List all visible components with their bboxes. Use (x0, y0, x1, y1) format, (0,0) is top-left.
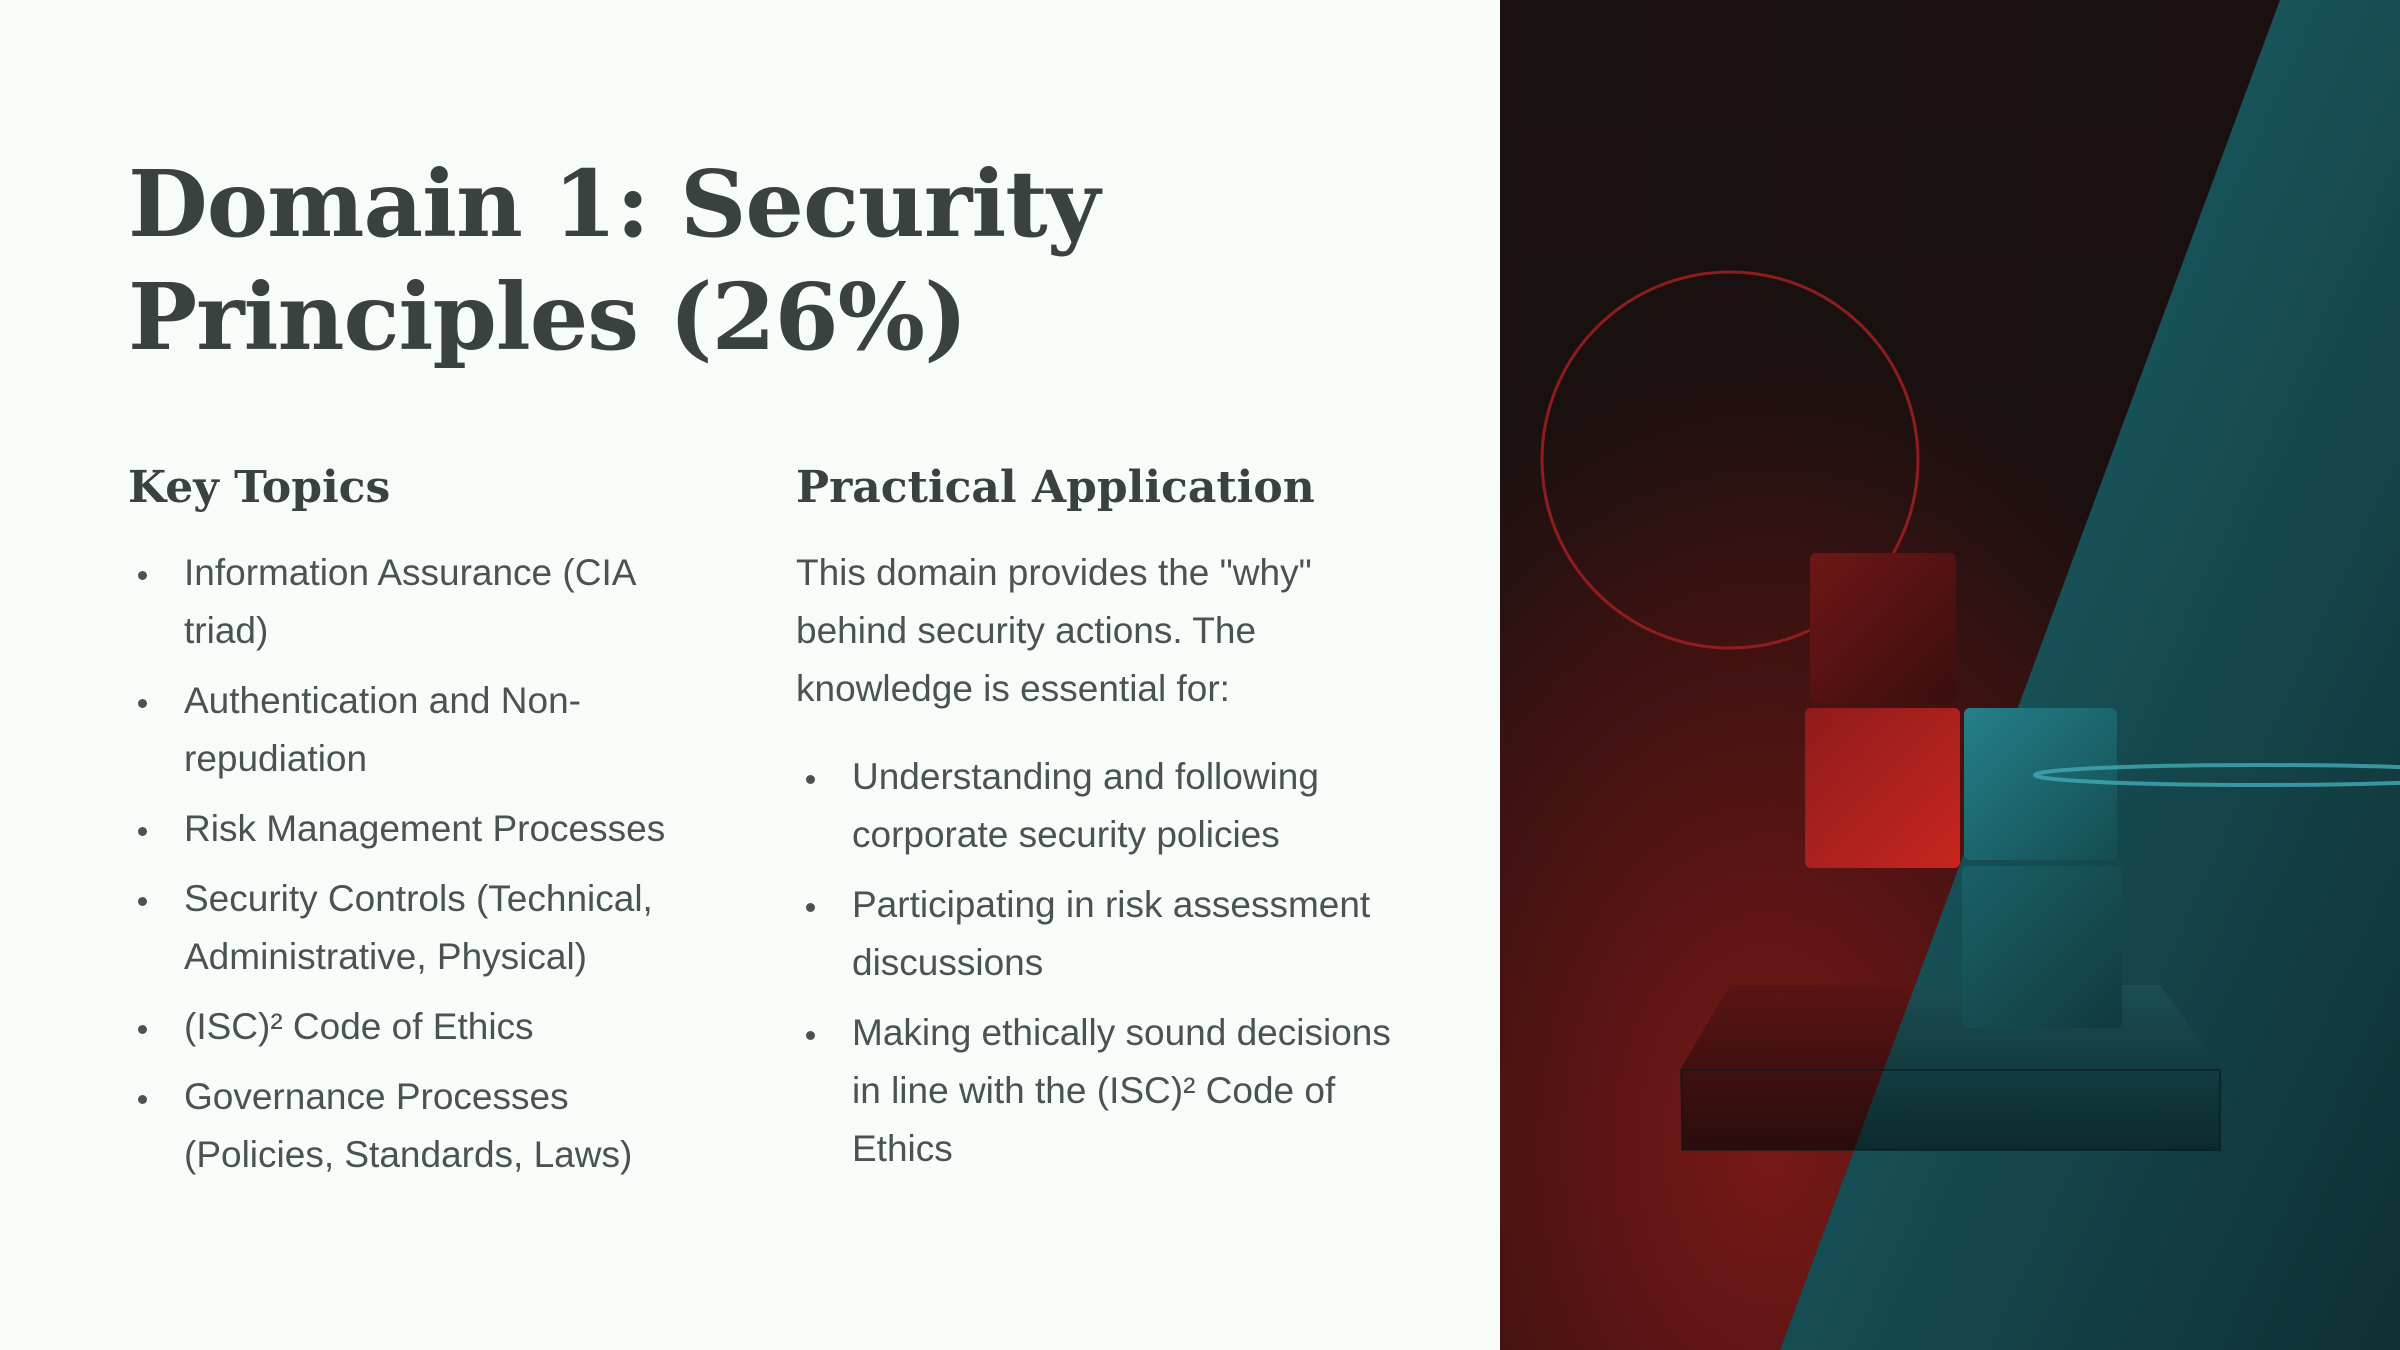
list-item (128, 998, 708, 1056)
practical-application-list (796, 748, 1396, 1178)
key-topics-list (128, 544, 708, 1184)
bullet-icon (806, 1031, 815, 1040)
bullet-icon (138, 1095, 147, 1104)
list-item-text: Understanding and following corporate security policies (852, 756, 1319, 855)
practical-application-heading: Practical Application (796, 462, 1315, 513)
practical-application-column (796, 458, 1396, 1190)
list-item-text: Risk Management Processes (184, 808, 666, 849)
bullet-icon (138, 1025, 147, 1034)
list-item (796, 1004, 1396, 1178)
blocks-illustration (1500, 0, 2400, 1350)
bullet-icon (138, 571, 147, 580)
bullet-icon (806, 775, 815, 784)
list-item-text: Security Controls (Technical, Administrative, Physical) (184, 878, 653, 977)
list-item-text: Information Assurance (CIA triad) (184, 552, 635, 651)
list-item-text: Making ethically sound decisions in line with the (ISC)² Code of Ethics (852, 1012, 1391, 1169)
key-topics-heading: Key Topics (128, 462, 391, 513)
list-item-text: (ISC)² Code of Ethics (184, 1006, 534, 1047)
bullet-icon (806, 903, 815, 912)
bullet-icon (138, 897, 147, 906)
decorative-illustration (1500, 0, 2400, 1350)
list-item (128, 672, 708, 788)
key-topics-column (128, 458, 708, 1196)
list-item (128, 544, 708, 660)
practical-application-intro: This domain provides the "why" behind security actions. The knowledge is essential for: (796, 552, 1312, 709)
slide-title: Domain 1: Security Principles (26%) (128, 150, 1100, 371)
bullet-icon (138, 827, 147, 836)
list-item (128, 1068, 708, 1184)
list-item (128, 800, 708, 858)
list-item (796, 748, 1396, 864)
list-item-text: Authentication and Non-repudiation (184, 680, 581, 779)
list-item (796, 876, 1396, 992)
bullet-icon (138, 699, 147, 708)
list-item-text: Participating in risk assessment discussions (852, 884, 1371, 983)
list-item (128, 870, 708, 986)
list-item-text: Governance Processes (Policies, Standards, Laws) (184, 1076, 633, 1175)
